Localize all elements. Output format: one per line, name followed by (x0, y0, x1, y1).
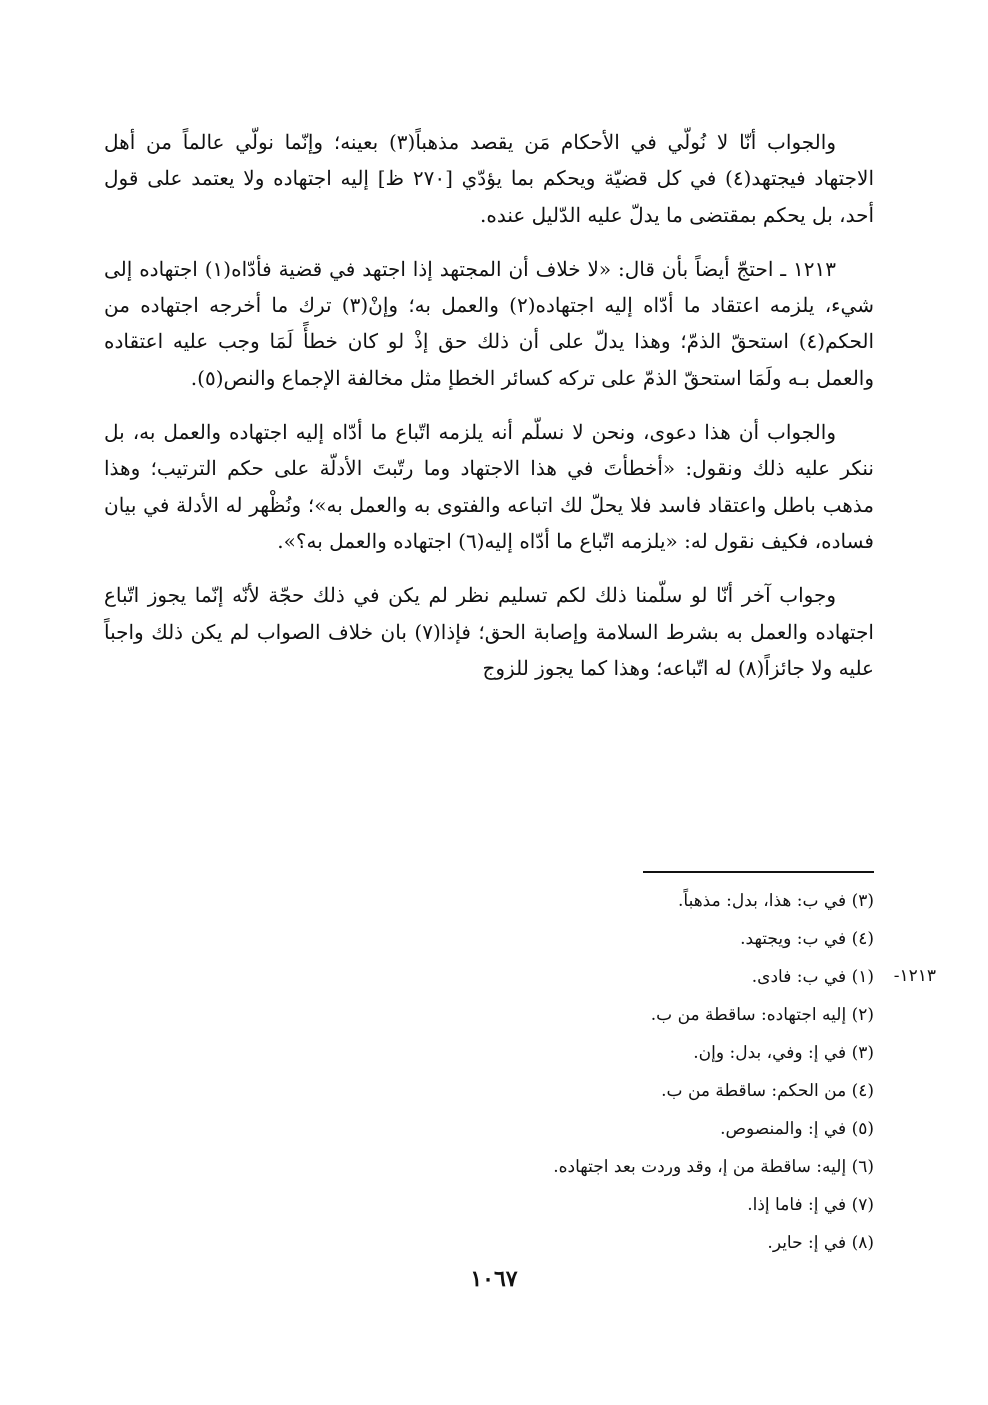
footnotes (254, 882, 936, 1262)
footnote: (٤) من الحكم: ساقطة من ب. (661, 1081, 874, 1101)
footnote: (٤) في ب: ويجتهد. (740, 929, 874, 949)
paragraph-answer-1: والجواب أنّا لا نُولّي في الأحكام مَن يقصد مذهباً(٣) بعينه؛ وإنّما نولّي عالماً من أهل الاجتهاد فيجتهد(٤) في كل قضيّة ويحكم بما يؤدّي [٢٧٠ ظ] إليه اجتهاده ولا يعتمد على قول أحد، بل يحكم بمقتضى ما يدلّ عليه الدّليل عنده. (104, 130, 875, 227)
paragraph-answer-3: وجواب آخر أنّا لو سلّمنا ذلك لكم تسليم نظر لم يكن في ذلك حجّة لأنّه إنّما يجوز اتّباع اجتهاده والعمل به بشرط السلامة وإصابة الحق؛ فإذا(٧) بان خلاف الصواب لم يكن ذلك واجباً عليه ولا جائزاً(٨) له اتّباعه؛ وهذا كما يجوز للزوج (104, 583, 874, 680)
footnote: (١) في ب: فادى. (751, 967, 874, 987)
page-number: ١٠٦٧ (470, 1266, 518, 1292)
paragraph-1213-argument: ١٢١٣ ـ احتجّ أيضاً بأن قال: «لا خلاف أن المجتهد إذا اجتهد في قضية فأدّاه(١) اجتهاده إلى شيء، يلزمه اعتقاد ما أدّاه إليه اجتهاده(٢) والعمل به؛ وإنْ(٣) ترك ما أخرجه اجتهاده من الحكم(٤) استحقّ الذمّ؛ وهذا يدلّ على أن ذلك حق إذْ لو كان خطأً لَمَا وجب عليه اعتقاده والعمل بـه ولَمَا استحقّ الذمّ على تركه كسائر الخطإ مثل مخالفة الإجماع والنص(٥). (104, 256, 874, 390)
footnote: (٧) في إ: فاما إذا. (747, 1195, 874, 1215)
footnote: (٨) في إ: حاير. (767, 1233, 874, 1253)
main-text (104, 124, 874, 686)
footnote: (٦) إليه: ساقطة من إ، وقد وردت بعد اجتهاده. (553, 1157, 874, 1177)
footnote-group-marker: ١٢١٣- (893, 966, 936, 986)
footnote: (٢) إليه اجتهاده: ساقطة من ب. (650, 1005, 874, 1025)
footnote: (٥) في إ: والمنصوص. (720, 1119, 874, 1139)
footnote-divider (643, 871, 874, 873)
footnote: (٣) في ب: هذا، بدل: مذهباً. (678, 891, 874, 911)
paragraph-answer-2: والجواب أن هذا دعوى، ونحن لا نسلّم أنه يلزمه اتّباع ما أدّاه إليه اجتهاده والعمل به، بل ننكر عليه ذلك ونقول: «أخطأتَ في هذا الاجتهاد وما رتّبتَ الأدلّة على حكم الترتيب؛ وهذا مذهب باطل واعتقاد فاسد فلا يحلّ لك اتباعه والفتوى به والعمل به»؛ ونُظْهر له الأدلة في بيان فساده، فكيف نقول له: «يلزمه اتّباع ما أدّاه إليه(٦) اجتهاده والعمل به؟». (104, 420, 874, 553)
footnote: (٣) في إ: وفي، بدل: وإن. (693, 1043, 874, 1063)
